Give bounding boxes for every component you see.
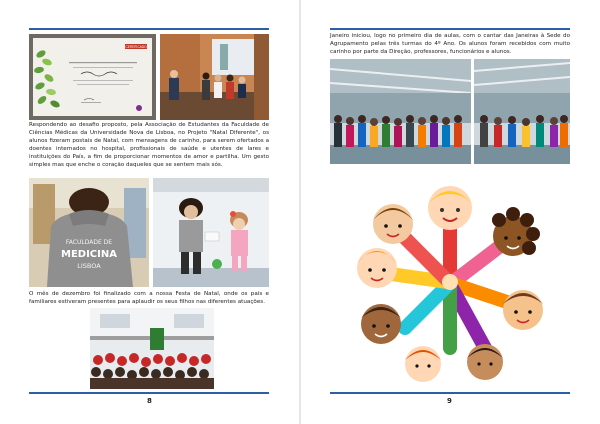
certificate-photo [29,34,156,120]
hoodie-line2: MEDICINA [61,249,117,260]
christmas-party-photo [90,308,214,389]
paragraph-janeiras: Janeiro iniciou, logo no primeiro dia de aulas, com o cantar das Janeiras à Sede do Agrupamento pelas três turmas do 4º Ano. Os alunos foram recebidos com muito carinho por parte da Direção, professores, funcionários e alunos. [330,33,570,55]
hoodie-line1: FACULDADE DE [65,239,113,246]
postcard-photo [153,178,269,287]
top-rule [330,28,570,30]
janeiras-photo-2 [474,59,570,164]
janeiras-photo-1 [330,59,471,164]
top-rule [29,28,269,30]
children-circle-illustration [353,178,547,386]
paragraph-festa-natal: O mês de dezembro foi finalizado com a nossa Festa de Natal, onde os pais e familiares estiveram presentes para aplaudir os seus filhos nas diferentes atuações. [29,291,269,305]
left-page [0,0,299,424]
paragraph-natal-diferente: Respondendo ao desafio proposto, pela Associação de Estudantes da Faculdade de Ciências Médicas da Universidade Nova de Lisboa, no Projeto "Natal Diferente", os alunos fizeram postais de Natal, com mensagens de carinho, para serem ofertados a doentes internados no hospital, profissionais de saúde e utentes de lares e instituições do País, a fim de proporcionar momentos de amor e partilha. Um gesto simples mas que enche o coração daqueles que se sentem mais sós. [29,122,269,168]
certificate-label: CERTIFICADO [125,45,147,49]
page-number: 9 [447,397,452,405]
bottom-rule [29,392,269,394]
presentation-photo [160,34,269,120]
hoodie-line3: LISBOA [77,262,101,270]
hoodie-photo [29,178,149,287]
bottom-rule [330,392,570,394]
page-number: 8 [147,397,152,405]
right-page [301,0,600,424]
